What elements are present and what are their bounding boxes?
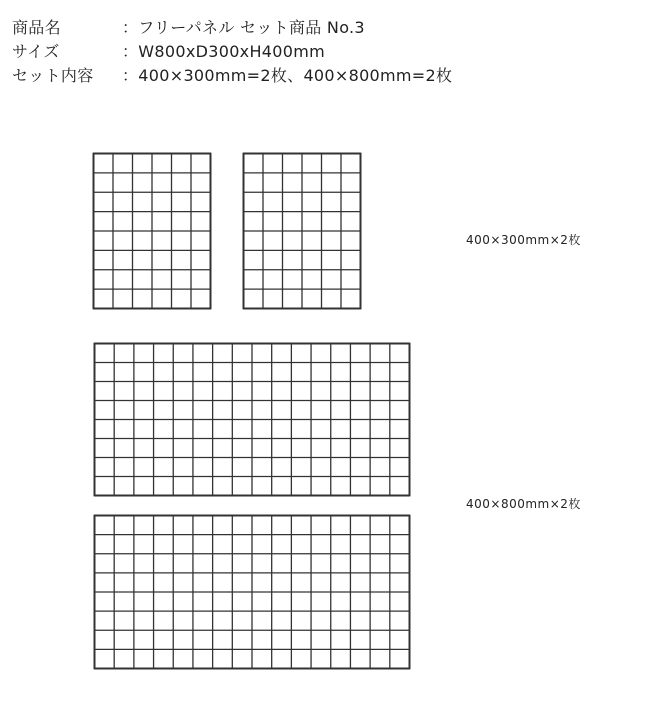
panel-caption-large: 400×800mm×2枚 — [466, 497, 581, 511]
spec-value: ：400×300mm=2枚、400×800mm=2枚 — [122, 66, 453, 85]
spec-row-contents — [12, 64, 452, 88]
wire-panel-large-top — [93, 342, 411, 497]
spec-row-product-name — [12, 16, 452, 40]
wire-panel-small-right — [242, 152, 362, 310]
wire-panel-large-bottom — [93, 514, 411, 670]
product-spec — [12, 16, 452, 88]
spec-value: ：W800xD300xH400mm — [122, 42, 325, 61]
panel-caption-small: 400×300mm×2枚 — [466, 233, 581, 247]
spec-label: サイズ — [12, 42, 60, 61]
spec-label: 商品名 — [12, 18, 61, 37]
spec-value: ：フリーパネル セット商品 No.3 — [122, 18, 365, 37]
spec-label: セット内容 — [12, 66, 94, 85]
spec-row-size — [12, 40, 452, 64]
wire-panel-small-left — [92, 152, 212, 310]
